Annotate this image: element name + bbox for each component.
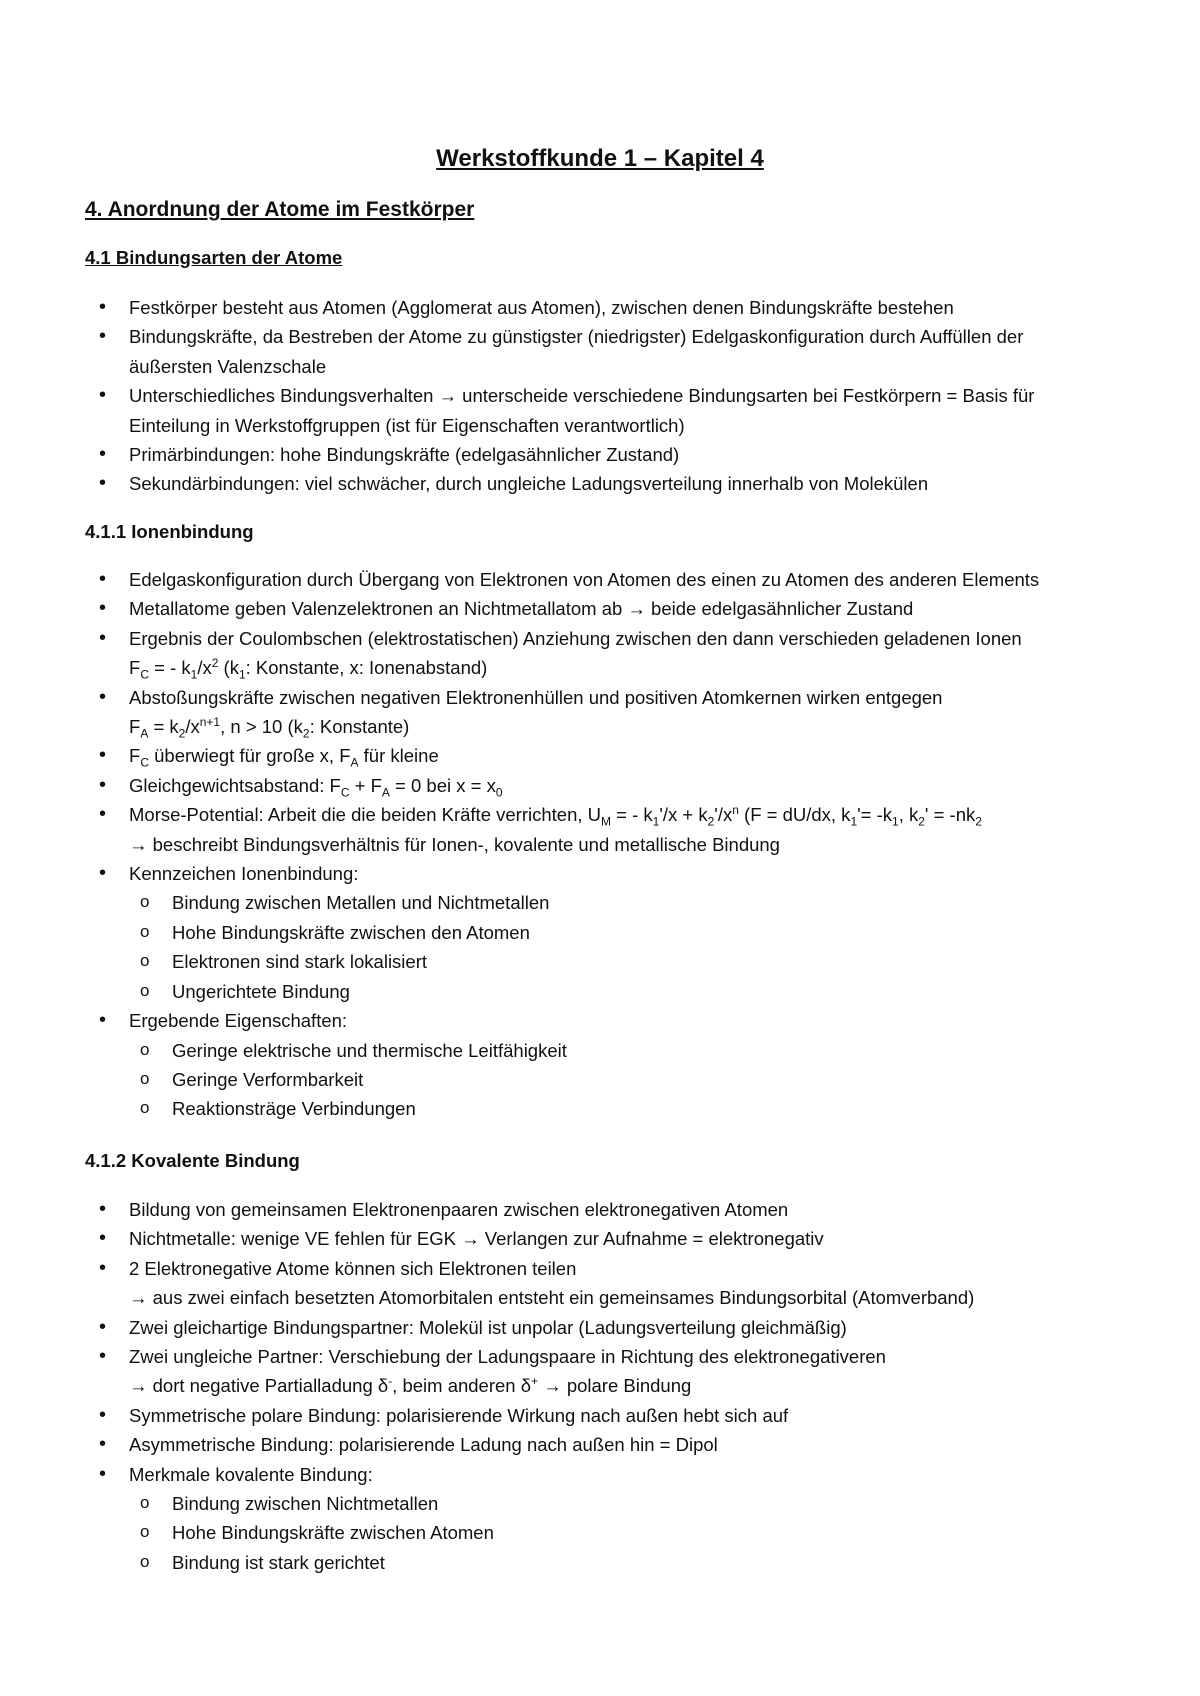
list-item: • Bildung von gemeinsamen Elektronenpaaren zwischen elektronegativen Atomen (85, 1195, 1145, 1224)
sub-list-item: o Bindung ist stark gerichtet (129, 1548, 1145, 1577)
list-item: • Festkörper besteht aus Atomen (Agglomerat aus Atomen), zwischen denen Bindungskräfte bestehen (85, 293, 1145, 322)
sub-list (129, 1489, 1145, 1577)
list-item: • Gleichgewichtsabstand: $F_C + F_A = 0$ bei $x = x_0$ (85, 771, 1145, 800)
list-item: • Nichtmetalle: wenige VE fehlen für EGK → Verlangen zur Aufnahme = elektronegativ (85, 1224, 1145, 1253)
section-4-1-1-list (85, 565, 1145, 1124)
sub-list-item: o Ungerichtete Bindung (129, 977, 1145, 1006)
document-title: Werkstoffkunde 1 – Kapitel 4 (436, 145, 764, 172)
list-item: • Primärbindungen: hohe Bindungskräfte (edelgasähnlicher Zustand) (85, 440, 1145, 469)
sub-list-item: o Hohe Bindungskräfte zwischen den Atomen (129, 918, 1145, 947)
coulomb-formula: $F_C$ = - $k_1/x^2$ ($k_1$: Konstante, x: Ionenabstand) (129, 656, 488, 682)
sub-list-item: o Geringe elektrische und thermische Leitfähigkeit (129, 1036, 1145, 1065)
partial-charge-line: → dort negative Partialladung δ-, beim anderen δ+ → polare Bindung (129, 1374, 692, 1397)
list-item: • Ergebende Eigenschaften: o Geringe elektrische und thermische Leitfähigkeit o Geringe Verformbarkeit o Reaktionsträge Verbindungen (85, 1006, 1145, 1124)
sub-list-item: o Geringe Verformbarkeit (129, 1065, 1145, 1094)
sub-list (129, 888, 1145, 1006)
list-item: • 2 Elektronegative Atome können sich Elektronen teilen → aus zwei einfach besetzten Atomorbitalen entsteht ein gemeinsames Bindungsorbital (Atomverband) (85, 1254, 1145, 1313)
list-item: • Unterschiedliches Bindungsverhalten → unterscheide verschiedene Bindungsarten bei Festkörpern = Basis für Einteilung in Werkstoffgruppen (ist für Eigenschaften verantwortlich) (85, 381, 1145, 440)
list-item: • Asymmetrische Bindung: polarisierende Ladung nach außen hin = Dipol (85, 1430, 1145, 1459)
sub-list-item: o Bindung zwischen Nichtmetallen (129, 1489, 1145, 1518)
sub-list-item: o Reaktionsträge Verbindungen (129, 1094, 1145, 1123)
sub-list-item: o Bindung zwischen Metallen und Nichtmetallen (129, 888, 1145, 917)
list-item: • Symmetrische polare Bindung: polarisierende Wirkung nach außen hebt sich auf (85, 1401, 1145, 1430)
repulsion-formula: $F_A = k_2/x^{n+1}$, n > 10 ($k_2$: Konstante) (129, 714, 410, 741)
section-heading-4-1-1: 4.1.1 Ionenbindung (85, 521, 254, 542)
morse-formula: • Morse-Potential: Arbeit die die beiden Kräfte verrichten, $U_M$ = - $k_1'/x + k_2'/x^n$ (F = dU/dx, $k_1'= -k_1$, $k_2' = -nk_2$ (129, 803, 982, 829)
list-item: • Zwei gleichartige Bindungspartner: Molekül ist unpolar (Ladungsverteilung gleichmäßig) (85, 1313, 1145, 1342)
list-item: • Edelgaskonfiguration durch Übergang von Elektronen von Atomen des einen zu Atomen des anderen Elements (85, 565, 1145, 594)
list-item: • Bindungskräfte, da Bestreben der Atome zu günstigster (niedrigster) Edelgaskonfiguration durch Auffüllen der äußersten Valenzschale (85, 322, 1145, 381)
list-item: • $F_C$ überwiegt für große x, $F_A$ für kleine (85, 741, 1145, 770)
list-item: • Morse-Potential: Arbeit die die beiden Kräfte verrichten, $U_M$ = - $k_1'/x + k_2'/x^n$ (F = dU/dx, $k_1'= -k_1$, $k_2' = -nk_2$ → beschreibt Bindungsverhältnis für Ionen-, kovalente und metallische Bindung (85, 800, 1145, 859)
sub-list-item: o Elektronen sind stark lokalisiert (129, 947, 1145, 976)
list-item: • Merkmale kovalente Bindung: o Bindung zwischen Nichtmetallen o Hohe Bindungskräfte zwischen Atomen o Bindung ist stark gerichtet (85, 1460, 1145, 1578)
section-heading-4-1-2: 4.1.2 Kovalente Bindung (85, 1150, 300, 1171)
sub-list (129, 1036, 1145, 1124)
chapter-heading: 4. Anordnung der Atome im Festkörper (85, 198, 475, 221)
list-item: • Metallatome geben Valenzelektronen an Nichtmetallatom ab → beide edelgasähnlicher Zustand (85, 594, 1145, 623)
section-4-1-2-list (85, 1195, 1145, 1577)
section-heading-4-1: 4.1 Bindungsarten der Atome (85, 247, 343, 268)
list-item: • Sekundärbindungen: viel schwächer, durch ungleiche Ladungsverteilung innerhalb von Molekülen (85, 469, 1145, 498)
list-item: • Zwei ungleiche Partner: Verschiebung der Ladungspaare in Richtung des elektronegativeren → dort negative Partialladung δ-, beim anderen δ+ → polare Bindung (85, 1342, 1145, 1401)
list-item: • Kennzeichen Ionenbindung: o Bindung zwischen Metallen und Nichtmetallen o Hohe Bindungskräfte zwischen den Atomen o Elektronen sind stark lokalisiert o Ungerichtete Bindung (85, 859, 1145, 1006)
sub-list-item: o Hohe Bindungskräfte zwischen Atomen (129, 1518, 1145, 1547)
list-item: • Abstoßungskräfte zwischen negativen Elektronenhüllen und positiven Atomkernen wirken entgegen $F_A = k_2/x^{n+1}$, n > 10 ($k_2$: Konstante) (85, 683, 1145, 742)
section-4-1-list (85, 293, 1145, 499)
list-item: • Ergebnis der Coulombschen (elektrostatischen) Anziehung zwischen den dann verschieden geladenen Ionen $F_C$ = - $k_1/x^2$ ($k_1$: Konstante, x: Ionenabstand) (85, 624, 1145, 683)
